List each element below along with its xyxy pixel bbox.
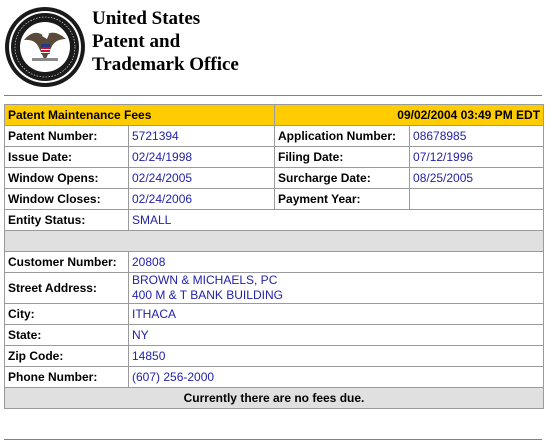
street-address-value: [129, 273, 544, 304]
zip-code-label: Zip Code:: [5, 346, 129, 367]
table-separator: [5, 231, 544, 252]
patent-number-label: Patent Number:: [5, 126, 129, 147]
payment-year-value: [410, 189, 544, 210]
organization-line-1: United States: [92, 8, 201, 29]
surcharge-date-value: 08/25/2005: [410, 168, 544, 189]
issue-date-value: 02/24/1998: [129, 147, 275, 168]
table-title: Patent Maintenance Fees: [5, 105, 275, 126]
street-address-line-2: 400 M & T BANK BUILDING: [132, 288, 283, 302]
page-header: [0, 0, 547, 92]
state-value: NY: [129, 325, 544, 346]
application-number-label: Application Number:: [275, 126, 410, 147]
surcharge-date-label: Surcharge Date:: [275, 168, 410, 189]
entity-status-value: SMALL: [129, 210, 544, 231]
window-opens-value: 02/24/2005: [129, 168, 275, 189]
table-row: [5, 147, 544, 168]
filing-date-label: Filing Date:: [275, 147, 410, 168]
maintenance-fees-table: [4, 104, 544, 409]
fee-status-message: Currently there are no fees due.: [5, 388, 544, 409]
filing-date-value: 07/12/1996: [410, 147, 544, 168]
patent-number-value: 5721394: [129, 126, 275, 147]
state-label: State:: [5, 325, 129, 346]
issue-date-label: Issue Date:: [5, 147, 129, 168]
entity-status-label: Entity Status:: [5, 210, 129, 231]
street-address-label: Street Address:: [5, 273, 129, 304]
table-row: [5, 367, 544, 388]
window-closes-value: 02/24/2006: [129, 189, 275, 210]
table-row: [5, 210, 544, 231]
window-closes-label: Window Closes:: [5, 189, 129, 210]
uspto-seal-icon: [4, 6, 86, 88]
city-label: City:: [5, 304, 129, 325]
organization-line-2: Patent and: [92, 31, 181, 52]
table-row: [5, 346, 544, 367]
street-address-line-1: BROWN & MICHAELS, PC: [132, 273, 278, 287]
fee-status-row: [5, 388, 544, 409]
window-opens-label: Window Opens:: [5, 168, 129, 189]
table-row: [5, 189, 544, 210]
top-divider: [4, 95, 542, 96]
table-title-row: [5, 105, 544, 126]
table-row: [5, 325, 544, 346]
city-value: ITHACA: [129, 304, 544, 325]
table-row: [5, 126, 544, 147]
organization-line-3: Trademark Office: [92, 54, 239, 75]
report-datetime: 09/02/2004 03:49 PM EDT: [275, 105, 544, 126]
table-row: [5, 252, 544, 273]
bottom-divider: [4, 439, 542, 440]
phone-number-label: Phone Number:: [5, 367, 129, 388]
organization-name: [92, 7, 239, 76]
customer-number-label: Customer Number:: [5, 252, 129, 273]
zip-code-value: 14850: [129, 346, 544, 367]
phone-number-value: (607) 256-2000: [129, 367, 544, 388]
customer-number-value: 20808: [129, 252, 544, 273]
application-number-value: 08678985: [410, 126, 544, 147]
table-row: [5, 273, 544, 304]
payment-year-label: Payment Year:: [275, 189, 410, 210]
table-row: [5, 304, 544, 325]
table-row: [5, 168, 544, 189]
